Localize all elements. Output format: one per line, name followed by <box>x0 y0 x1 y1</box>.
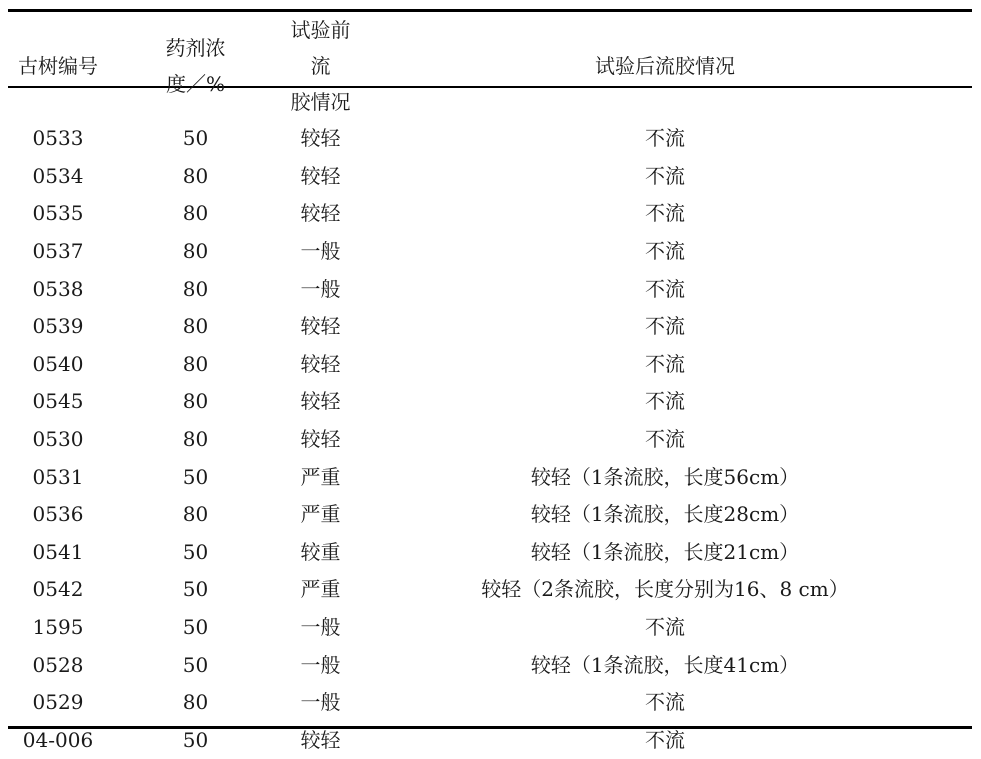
cell-before: 一般 <box>283 233 358 271</box>
cell-before: 较轻 <box>283 195 358 233</box>
cell-after: 不流 <box>358 308 972 346</box>
cell-before: 较轻 <box>283 308 358 346</box>
cell-tree-id: 0539 <box>8 308 108 346</box>
data-table <box>8 12 972 759</box>
table-row <box>8 233 972 271</box>
cell-after: 较轻（1条流胶，长度28cm） <box>358 496 972 534</box>
cell-tree-id: 0534 <box>8 158 108 196</box>
cell-concentration: 80 <box>108 346 283 384</box>
cell-tree-id: 0541 <box>8 534 108 572</box>
cell-concentration: 80 <box>108 684 283 722</box>
table-row <box>8 346 972 384</box>
cell-tree-id: 0533 <box>8 120 108 158</box>
cell-concentration: 80 <box>108 270 283 308</box>
cell-before: 严重 <box>283 496 358 534</box>
cell-before: 较轻 <box>283 120 358 158</box>
table-row <box>8 120 972 158</box>
cell-concentration: 50 <box>108 722 283 759</box>
cell-tree-id: 0528 <box>8 646 108 684</box>
header-tree-id: 古树编号 <box>8 12 108 120</box>
cell-after: 不流 <box>358 120 972 158</box>
cell-after: 不流 <box>358 421 972 459</box>
cell-after: 不流 <box>358 233 972 271</box>
cell-concentration: 80 <box>108 383 283 421</box>
cell-concentration: 50 <box>108 609 283 647</box>
cell-before: 较轻 <box>283 158 358 196</box>
cell-concentration: 50 <box>108 646 283 684</box>
cell-after: 不流 <box>358 722 972 759</box>
cell-tree-id: 0531 <box>8 458 108 496</box>
cell-tree-id: 0540 <box>8 346 108 384</box>
table-row <box>8 496 972 534</box>
cell-before: 一般 <box>283 609 358 647</box>
cell-before: 一般 <box>283 684 358 722</box>
cell-after: 不流 <box>358 684 972 722</box>
table-row <box>8 383 972 421</box>
header-before: 试验前流 胶情况 <box>283 12 358 120</box>
cell-before: 严重 <box>283 458 358 496</box>
cell-after: 不流 <box>358 383 972 421</box>
cell-tree-id: 0542 <box>8 571 108 609</box>
cell-before: 一般 <box>283 646 358 684</box>
header-concentration: 药剂浓 度／% <box>108 12 283 120</box>
table-row <box>8 195 972 233</box>
cell-before: 较轻 <box>283 383 358 421</box>
cell-concentration: 80 <box>108 496 283 534</box>
cell-tree-id: 04-006 <box>8 722 108 759</box>
cell-tree-id: 0538 <box>8 270 108 308</box>
cell-concentration: 80 <box>108 158 283 196</box>
cell-before: 较轻 <box>283 722 358 759</box>
cell-concentration: 50 <box>108 534 283 572</box>
cell-before: 较轻 <box>283 346 358 384</box>
cell-tree-id: 0545 <box>8 383 108 421</box>
cell-concentration: 80 <box>108 233 283 271</box>
table-row <box>8 571 972 609</box>
table-row <box>8 458 972 496</box>
cell-after: 不流 <box>358 270 972 308</box>
table-row <box>8 421 972 459</box>
cell-tree-id: 1595 <box>8 609 108 647</box>
cell-tree-id: 0529 <box>8 684 108 722</box>
cell-after: 不流 <box>358 195 972 233</box>
cell-before: 较轻 <box>283 421 358 459</box>
cell-tree-id: 0537 <box>8 233 108 271</box>
cell-before: 严重 <box>283 571 358 609</box>
cell-after: 较轻（1条流胶，长度21cm） <box>358 534 972 572</box>
table-header-row <box>8 12 972 120</box>
cell-tree-id: 0536 <box>8 496 108 534</box>
cell-before: 一般 <box>283 270 358 308</box>
cell-after: 不流 <box>358 158 972 196</box>
cell-concentration: 50 <box>108 571 283 609</box>
table-row <box>8 684 972 722</box>
cell-concentration: 50 <box>108 120 283 158</box>
table-row <box>8 270 972 308</box>
table-row <box>8 534 972 572</box>
cell-tree-id: 0535 <box>8 195 108 233</box>
cell-concentration: 80 <box>108 421 283 459</box>
cell-tree-id: 0530 <box>8 421 108 459</box>
header-after: 试验后流胶情况 <box>358 12 972 120</box>
cell-concentration: 80 <box>108 308 283 346</box>
cell-concentration: 50 <box>108 458 283 496</box>
cell-after: 较轻（2条流胶，长度分别为16、8 cm） <box>358 571 972 609</box>
cell-before: 较重 <box>283 534 358 572</box>
table-row <box>8 158 972 196</box>
cell-after: 较轻（1条流胶，长度56cm） <box>358 458 972 496</box>
table-row <box>8 308 972 346</box>
table-row <box>8 646 972 684</box>
cell-after: 较轻（1条流胶，长度41cm） <box>358 646 972 684</box>
cell-concentration: 80 <box>108 195 283 233</box>
table-row <box>8 722 972 759</box>
cell-after: 不流 <box>358 346 972 384</box>
table-row <box>8 609 972 647</box>
cell-after: 不流 <box>358 609 972 647</box>
